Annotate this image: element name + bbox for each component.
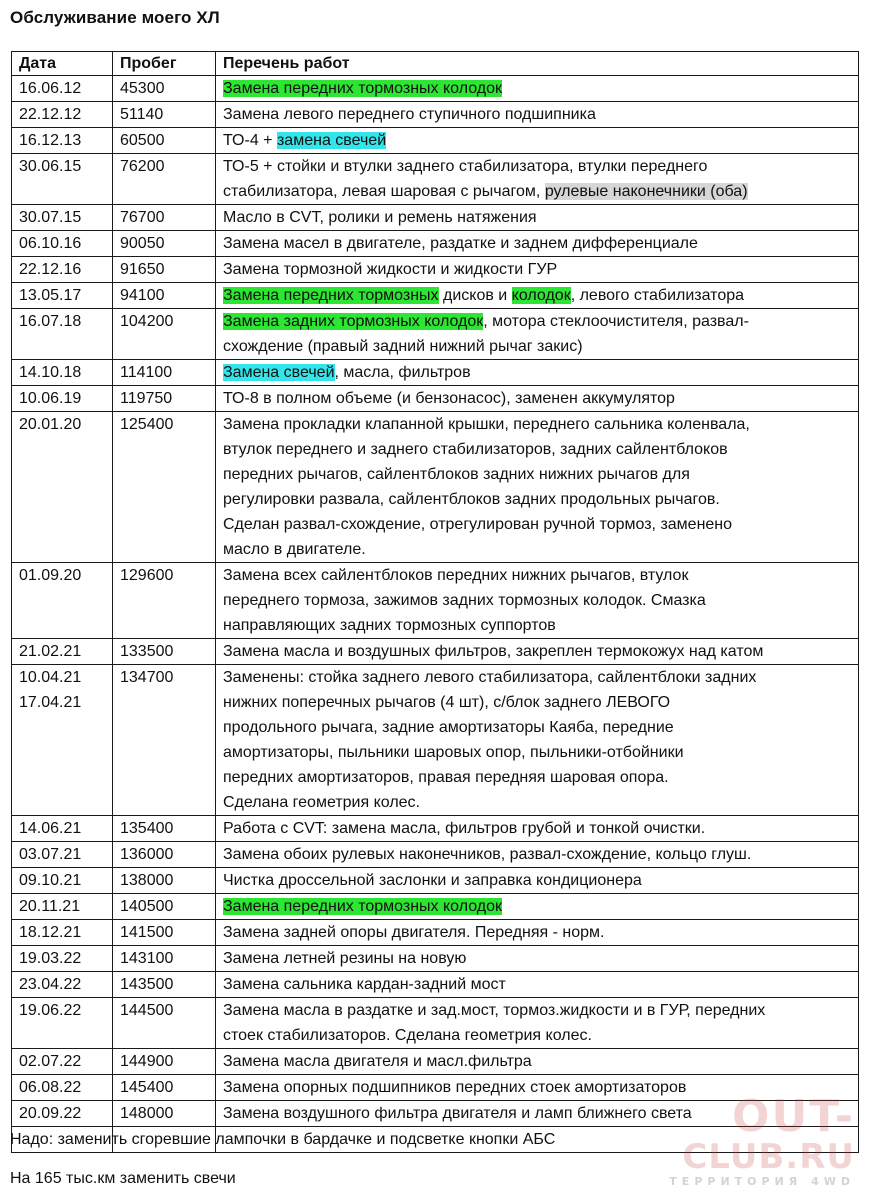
table-row [12, 816, 859, 842]
table-row [12, 894, 859, 920]
cell-date [12, 257, 113, 283]
cell-mileage: 119750 [113, 386, 216, 412]
table-row [12, 154, 859, 205]
cell-mileage: 148000 [113, 1101, 216, 1127]
works-line [223, 765, 854, 790]
cell-date [12, 1075, 113, 1101]
cell-mileage: 94100 [113, 283, 216, 309]
works-line [223, 1101, 854, 1126]
cell-works [216, 1075, 859, 1101]
table-row [12, 868, 859, 894]
works-text: Замена тормозной жидкости и жидкости ГУР [223, 261, 558, 278]
table-row [12, 76, 859, 102]
cell-date [12, 563, 113, 639]
works-line [223, 154, 854, 179]
cell-works [216, 154, 859, 205]
works-text: Замена обоих рулевых наконечников, развал-схождение, кольцо глуш. [223, 846, 752, 863]
date-value: 03.07.21 [19, 846, 82, 863]
cell-date [12, 386, 113, 412]
cell-works [216, 920, 859, 946]
works-line [223, 102, 854, 127]
works-text: Замена воздушного фильтра двигателя и ламп ближнего света [223, 1105, 692, 1122]
works-text: ТО-8 в полном объеме (и бензонасос), заменен аккумулятор [223, 390, 675, 407]
works-line [223, 613, 854, 638]
date-value: 14.10.18 [19, 364, 82, 381]
cell-works [216, 309, 859, 360]
works-text: Замена опорных подшипников передних стоек амортизаторов [223, 1079, 687, 1096]
works-text: схождение (правый задний нижний рычаг закис) [223, 338, 583, 355]
cell-date [12, 894, 113, 920]
table-row [12, 842, 859, 868]
works-text: стоек стабилизаторов. Сделана геометрия колес. [223, 1027, 592, 1044]
works-line [223, 334, 854, 359]
cell-works [216, 972, 859, 998]
works-text: , левого стабилизатора [570, 287, 745, 304]
works-line [223, 842, 854, 867]
date-value: 22.12.12 [19, 106, 82, 123]
cell-date [12, 309, 113, 360]
date-value: 19.03.22 [19, 950, 82, 967]
works-text: амортизаторы, пыльники шаровых опор, пыльники-отбойники [223, 744, 684, 761]
works-text: Масло в CVT, ролики и ремень натяжения [223, 209, 537, 226]
works-text: ТО-5 + стойки и втулки заднего стабилизатора, втулки переднего [223, 158, 708, 175]
cell-mileage: 138000 [113, 868, 216, 894]
works-text: Работа с CVT: замена масла, фильтров грубой и тонкой очистки. [223, 820, 706, 837]
cell-works [216, 205, 859, 231]
cell-works [216, 894, 859, 920]
works-line [223, 537, 854, 562]
document-title: Обслуживание моего ХЛ [10, 8, 220, 27]
cell-mileage: 104200 [113, 309, 216, 360]
table-row [12, 231, 859, 257]
cell-works [216, 816, 859, 842]
cell-mileage: 140500 [113, 894, 216, 920]
cell-works [216, 360, 859, 386]
cell-works [216, 842, 859, 868]
works-text: Замена всех сайлентблоков передних нижних рычагов, втулок [223, 567, 689, 584]
cell-works [216, 231, 859, 257]
works-text: Сделан развал-схождение, отрегулирован ручной тормоз, заменено [223, 516, 733, 533]
works-line [223, 665, 854, 690]
date-value: 06.08.22 [19, 1079, 82, 1096]
date-value: 16.07.18 [19, 313, 82, 330]
cell-mileage: 136000 [113, 842, 216, 868]
table-row [12, 1049, 859, 1075]
header-works: Перечень работ [216, 52, 859, 76]
highlighted-text: Замена свечей [223, 364, 335, 381]
date-value: 19.06.22 [19, 1002, 82, 1019]
cell-works [216, 1101, 859, 1127]
works-line [223, 740, 854, 765]
works-text: Замена летней резины на новую [223, 950, 467, 967]
works-text: Замена масла и воздушных фильтров, закреплен термокожух над катом [223, 643, 764, 660]
date-value: 10.04.21 [19, 669, 82, 686]
works-line [223, 257, 854, 282]
header-mileage: Пробег [113, 52, 216, 76]
cell-date [12, 639, 113, 665]
table-row [12, 920, 859, 946]
works-line [223, 1049, 854, 1074]
works-text: дисков и [438, 287, 512, 304]
cell-date [12, 231, 113, 257]
works-line [223, 639, 854, 664]
highlighted-text: Замена передних тормозных колодок [223, 898, 503, 915]
works-line [223, 76, 854, 101]
cell-works [216, 283, 859, 309]
cell-works [216, 665, 859, 816]
works-line [223, 1023, 854, 1048]
date-value: 20.01.20 [19, 416, 82, 433]
table-row [12, 563, 859, 639]
cell-date [12, 972, 113, 998]
works-text: продольного рычага, задние амортизаторы Каяба, передние [223, 719, 674, 736]
highlighted-text: рулевые наконечники (оба) [544, 183, 748, 200]
works-line [223, 715, 854, 740]
works-text: , масла, фильтров [334, 364, 471, 381]
works-line [223, 360, 854, 385]
date-value: 06.10.16 [19, 235, 82, 252]
works-text: масло в двигателе. [223, 541, 366, 558]
cell-works [216, 946, 859, 972]
works-text: стабилизатора, левая шаровая с рычагом, [223, 183, 545, 200]
works-line [223, 816, 854, 841]
date-value: 30.06.15 [19, 158, 82, 175]
works-line [223, 205, 854, 230]
table-row [12, 360, 859, 386]
table-row [12, 1075, 859, 1101]
works-line [223, 179, 854, 204]
cell-mileage: 143100 [113, 946, 216, 972]
cell-works [216, 76, 859, 102]
works-text: Замена задней опоры двигателя. Передняя - норм. [223, 924, 605, 941]
cell-mileage: 125400 [113, 412, 216, 563]
date-value: 02.07.22 [19, 1053, 82, 1070]
works-text: Сделана геометрия колес. [223, 794, 420, 811]
works-line [223, 920, 854, 945]
table-row [12, 283, 859, 309]
cell-works [216, 412, 859, 563]
cell-mileage: 76700 [113, 205, 216, 231]
table-row [12, 1101, 859, 1127]
cell-mileage: 145400 [113, 1075, 216, 1101]
works-line [223, 690, 854, 715]
cell-works [216, 563, 859, 639]
works-line [223, 309, 854, 334]
note-todo: Надо: заменить сгоревшие лампочки в бардачке и подсветке кнопки АБС [10, 1131, 556, 1148]
works-line [223, 563, 854, 588]
cell-mileage: 60500 [113, 128, 216, 154]
works-line [223, 412, 854, 437]
works-line [223, 946, 854, 971]
cell-date [12, 102, 113, 128]
works-line [223, 972, 854, 997]
watermark-line-3: ТЕРРИТОРИЯ 4WD [669, 1175, 855, 1188]
works-line [223, 128, 854, 153]
date-value: 09.10.21 [19, 872, 82, 889]
cell-mileage: 141500 [113, 920, 216, 946]
cell-date [12, 665, 113, 816]
cell-date [12, 868, 113, 894]
table-row [12, 639, 859, 665]
works-text: передних рычагов, сайлентблоков задних нижних рычагов для [223, 466, 690, 483]
works-text: Замена масла двигателя и масл.фильтра [223, 1053, 532, 1070]
table-body [12, 76, 859, 1153]
table-row [12, 386, 859, 412]
cell-date [12, 76, 113, 102]
date-value: 30.07.15 [19, 209, 82, 226]
table-row [12, 257, 859, 283]
table-header-row [12, 52, 859, 76]
works-text: Замена масел в двигателе, раздатке и заднем дифференциале [223, 235, 698, 252]
works-line [223, 998, 854, 1023]
date-value: 22.12.16 [19, 261, 82, 278]
cell-mileage: 143500 [113, 972, 216, 998]
cell-date [12, 360, 113, 386]
cell-date [12, 128, 113, 154]
table-row [12, 412, 859, 563]
works-text: Замена масла в раздатке и зад.мост, тормоз.жидкости и в ГУР, передних [223, 1002, 766, 1019]
table-row [12, 309, 859, 360]
works-line [223, 462, 854, 487]
table-row [12, 665, 859, 816]
cell-date [12, 1049, 113, 1075]
cell-date [12, 946, 113, 972]
date-value: 01.09.20 [19, 567, 82, 584]
maintenance-table [11, 51, 859, 1153]
date-value: 20.11.21 [19, 898, 81, 915]
works-text: нижних поперечных рычагов (4 шт), с/блок заднего ЛЕВОГО [223, 694, 671, 711]
works-line [223, 588, 854, 613]
works-text: переднего тормоза, зажимов задних тормозных колодок. Смазка [223, 592, 706, 609]
date-value: 14.06.21 [19, 820, 82, 837]
cell-mileage: 135400 [113, 816, 216, 842]
highlighted-text: колодок [511, 287, 571, 304]
cell-mileage: 91650 [113, 257, 216, 283]
date-value: 13.05.17 [19, 287, 82, 304]
works-line [223, 1075, 854, 1100]
highlighted-text: Замена задних тормозных колодок [223, 313, 484, 330]
table-row [12, 998, 859, 1049]
table-row [12, 972, 859, 998]
cell-date [12, 1101, 113, 1127]
works-line [223, 386, 854, 411]
watermark-line-2: CLUB.RU [682, 1137, 855, 1177]
cell-works [216, 386, 859, 412]
header-date: Дата [12, 52, 113, 76]
date-value: 18.12.21 [19, 924, 82, 941]
cell-works [216, 128, 859, 154]
works-text: втулок переднего и заднего стабилизаторов, задних сайлентблоков [223, 441, 728, 458]
date-value: 23.04.22 [19, 976, 82, 993]
cell-mileage: 45300 [113, 76, 216, 102]
date-value: 16.06.12 [19, 80, 82, 97]
works-line [223, 512, 854, 537]
cell-works [216, 1049, 859, 1075]
date-value: 16.12.13 [19, 132, 82, 149]
works-text: Замена прокладки клапанной крышки, переднего сальника коленвала, [223, 416, 750, 433]
cell-works [216, 257, 859, 283]
cell-mileage: 114100 [113, 360, 216, 386]
works-line [223, 231, 854, 256]
works-text: ТО-4 + [223, 132, 277, 149]
cell-mileage: 144500 [113, 998, 216, 1049]
cell-mileage: 76200 [113, 154, 216, 205]
cell-date [12, 205, 113, 231]
works-text: Чистка дроссельной заслонки и заправка кондиционера [223, 872, 642, 889]
cell-works [216, 102, 859, 128]
works-line [223, 283, 854, 308]
works-line [223, 868, 854, 893]
date-value: 21.02.21 [19, 643, 82, 660]
works-line [223, 437, 854, 462]
table-row [12, 946, 859, 972]
table-row [12, 205, 859, 231]
works-text: регулировки развала, сайлентблоков задних продольных рычагов. [223, 491, 720, 508]
cell-date [12, 842, 113, 868]
cell-works [216, 868, 859, 894]
cell-mileage: 144900 [113, 1049, 216, 1075]
works-text: передних амортизаторов, правая передняя шаровая опора. [223, 769, 669, 786]
cell-date [12, 816, 113, 842]
cell-works [216, 639, 859, 665]
works-text: Заменены: стойка заднего левого стабилизатора, сайлентблоки задних [223, 669, 757, 686]
cell-date [12, 154, 113, 205]
table-row [12, 128, 859, 154]
works-line [223, 487, 854, 512]
highlighted-text: Замена передних тормозных колодок [223, 80, 503, 97]
highlighted-text: замена свечей [276, 132, 387, 149]
works-text: Замена левого переднего ступичного подшипника [223, 106, 596, 123]
cell-mileage: 134700 [113, 665, 216, 816]
date-value: 20.09.22 [19, 1105, 82, 1122]
cell-date [12, 920, 113, 946]
works-text: , мотора стеклоочистителя, развал- [483, 313, 749, 330]
cell-mileage: 129600 [113, 563, 216, 639]
cell-mileage: 90050 [113, 231, 216, 257]
works-text: Замена сальника кардан-задний мост [223, 976, 506, 993]
cell-works [216, 998, 859, 1049]
date-value: 10.06.19 [19, 390, 82, 407]
works-line [223, 894, 854, 919]
works-text: направляющих задних тормозных суппортов [223, 617, 556, 634]
table-row [12, 102, 859, 128]
cell-mileage: 133500 [113, 639, 216, 665]
works-line [223, 790, 854, 815]
note-spark-plugs: На 165 тыс.км заменить свечи [10, 1170, 236, 1187]
highlighted-text: Замена передних тормозных [223, 287, 439, 304]
date-value: 17.04.21 [19, 694, 82, 711]
cell-date [12, 283, 113, 309]
cell-date [12, 412, 113, 563]
cell-mileage: 51140 [113, 102, 216, 128]
watermark-line-1: OUT- [732, 1091, 855, 1142]
cell-date [12, 998, 113, 1049]
